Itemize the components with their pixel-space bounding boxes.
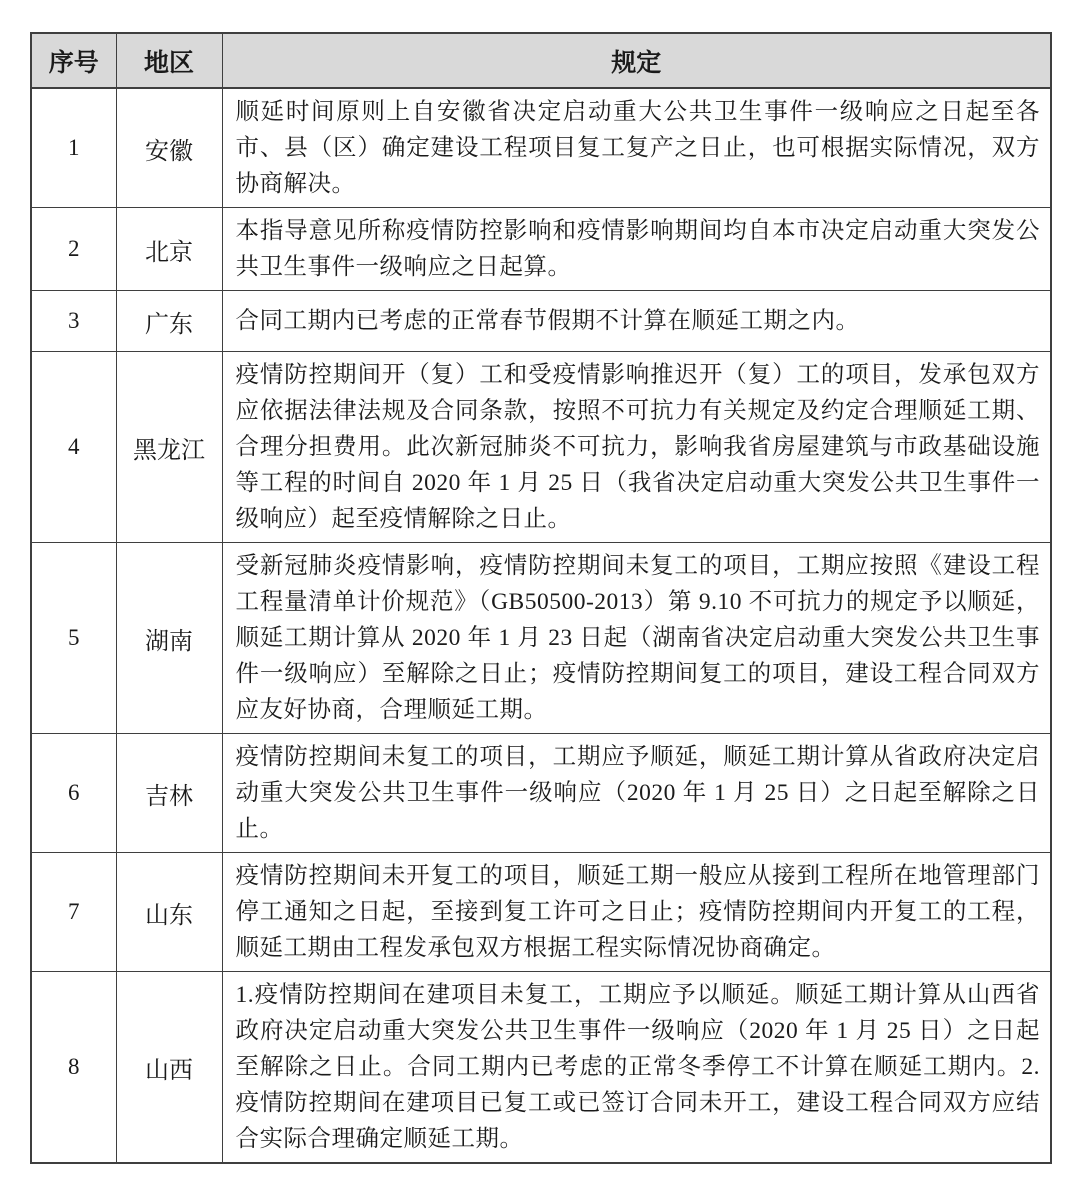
region-cell: 湖南 <box>116 543 222 734</box>
row-number-cell: 7 <box>31 853 116 972</box>
table-header-row <box>31 33 1051 88</box>
regulation-cell: 1.疫情防控期间在建项目未复工，工期应予以顺延。顺延工期计算从山西省政府决定启动重大突发公共卫生事件一级响应（2020 年 1 月 25 日）之日起至解除之日止。合同工期内已考虑的正常冬季停工不计算在顺延工期内。2.疫情防控期间在建项目已复工或已签订合同未开工，建设工程合同双方应结合实际合理确定顺延工期。 <box>222 972 1051 1164</box>
region-cell: 吉林 <box>116 734 222 853</box>
row-number-cell: 3 <box>31 291 116 352</box>
table-body <box>31 88 1051 1163</box>
table-row <box>31 543 1051 734</box>
table-row <box>31 734 1051 853</box>
table-row <box>31 208 1051 291</box>
table-row <box>31 88 1051 208</box>
header-cell-regulation: 规定 <box>222 33 1051 88</box>
table-row <box>31 291 1051 352</box>
row-number-cell: 6 <box>31 734 116 853</box>
row-number-cell: 4 <box>31 352 116 543</box>
table-row <box>31 972 1051 1164</box>
region-cell: 北京 <box>116 208 222 291</box>
region-cell: 山东 <box>116 853 222 972</box>
regulation-cell: 本指导意见所称疫情防控影响和疫情影响期间均自本市决定启动重大突发公共卫生事件一级响应之日起算。 <box>222 208 1051 291</box>
regulation-cell: 疫情防控期间未复工的项目，工期应予顺延，顺延工期计算从省政府决定启动重大突发公共卫生事件一级响应（2020 年 1 月 25 日）之日起至解除之日止。 <box>222 734 1051 853</box>
row-number-cell: 5 <box>31 543 116 734</box>
region-cell: 广东 <box>116 291 222 352</box>
regulations-table <box>30 32 1052 1164</box>
region-cell: 安徽 <box>116 88 222 208</box>
region-cell: 山西 <box>116 972 222 1164</box>
region-cell: 黑龙江 <box>116 352 222 543</box>
regulation-cell: 顺延时间原则上自安徽省决定启动重大公共卫生事件一级响应之日起至各市、县（区）确定建设工程项目复工复产之日止，也可根据实际情况，双方协商解决。 <box>222 88 1051 208</box>
row-number-cell: 1 <box>31 88 116 208</box>
header-cell-number: 序号 <box>31 33 116 88</box>
regulation-cell: 合同工期内已考虑的正常春节假期不计算在顺延工期之内。 <box>222 291 1051 352</box>
row-number-cell: 2 <box>31 208 116 291</box>
regulation-cell: 受新冠肺炎疫情影响，疫情防控期间未复工的项目，工期应按照《建设工程工程量清单计价规范》（GB50500-2013）第 9.10 不可抗力的规定予以顺延，顺延工期计算从 2020 年 1 月 23 日起（湖南省决定启动重大突发公共卫生事件一级响应）至解除之日止；疫情防控期间复工的项目，建设工程合同双方应友好协商，合理顺延工期。 <box>222 543 1051 734</box>
regulation-cell: 疫情防控期间开（复）工和受疫情影响推迟开（复）工的项目，发承包双方应依据法律法规及合同条款，按照不可抗力有关规定及约定合理顺延工期、合理分担费用。此次新冠肺炎不可抗力，影响我省房屋建筑与市政基础设施等工程的时间自 2020 年 1 月 25 日（我省决定启动重大突发公共卫生事件一级响应）起至疫情解除之日止。 <box>222 352 1051 543</box>
row-number-cell: 8 <box>31 972 116 1164</box>
header-cell-region: 地区 <box>116 33 222 88</box>
table-row <box>31 352 1051 543</box>
regulation-cell: 疫情防控期间未开复工的项目，顺延工期一般应从接到工程所在地管理部门停工通知之日起，至接到复工许可之日止；疫情防控期间内开复工的工程，顺延工期由工程发承包双方根据工程实际情况协商确定。 <box>222 853 1051 972</box>
table-row <box>31 853 1051 972</box>
